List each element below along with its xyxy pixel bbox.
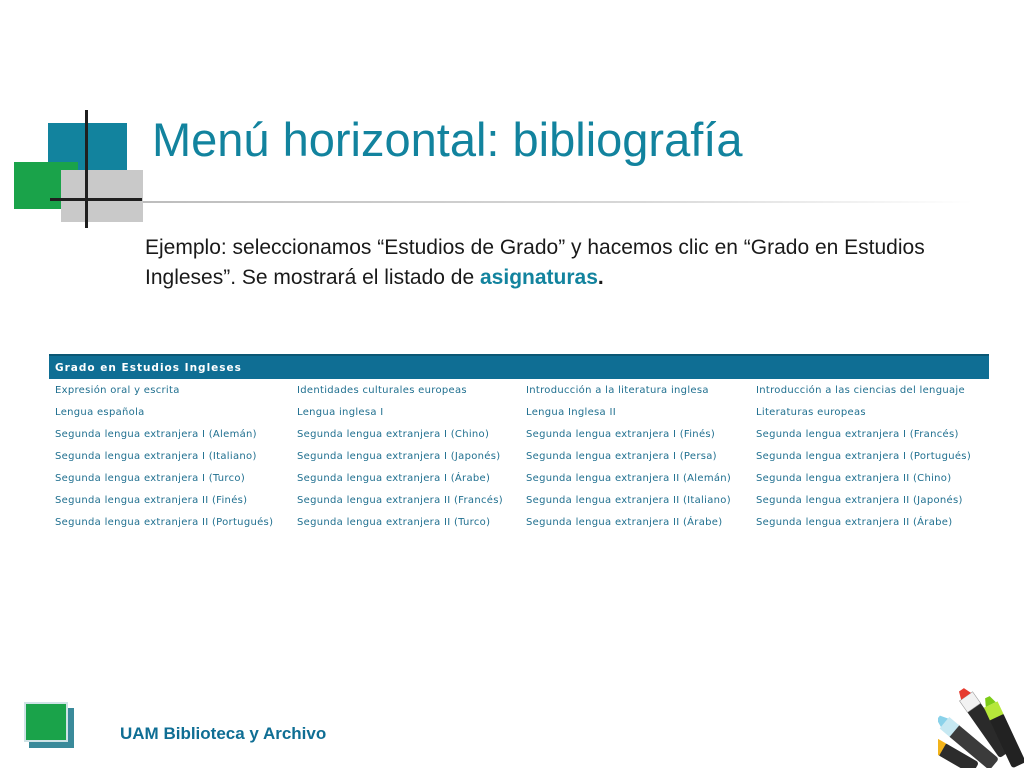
subject-link[interactable]: Segunda lengua extranjera I (Persa) xyxy=(526,451,717,462)
subject-link[interactable]: Segunda lengua extranjera II (Finés) xyxy=(55,495,248,506)
table-row xyxy=(49,401,989,423)
table-cell xyxy=(520,423,750,445)
table-cell xyxy=(49,401,291,423)
table-cell xyxy=(49,379,291,401)
table-cell xyxy=(49,467,291,489)
table-row xyxy=(49,379,989,401)
table-cell xyxy=(750,511,989,533)
subject-link[interactable]: Expresión oral y escrita xyxy=(55,385,180,396)
subject-link[interactable]: Segunda lengua extranjera I (Francés) xyxy=(756,429,959,440)
subject-link[interactable]: Introducción a la literatura inglesa xyxy=(526,385,709,396)
table-cell xyxy=(291,423,520,445)
subjects-header: Grado en Estudios Ingleses xyxy=(49,354,989,379)
subjects-panel xyxy=(49,354,989,533)
subject-link[interactable]: Identidades culturales europeas xyxy=(297,385,467,396)
subject-link[interactable]: Segunda lengua extranjera II (Francés) xyxy=(297,495,503,506)
footer-text: UAM Biblioteca y Archivo xyxy=(120,724,327,743)
intro-end: . xyxy=(597,266,604,289)
subject-link[interactable]: Segunda lengua extranjera I (Turco) xyxy=(55,473,246,484)
subject-link[interactable]: Segunda lengua extranjera I (Alemán) xyxy=(55,429,257,440)
table-cell xyxy=(291,445,520,467)
subject-link[interactable]: Lengua inglesa I xyxy=(297,407,384,418)
table-cell xyxy=(750,489,989,511)
table-cell xyxy=(291,489,520,511)
subject-link[interactable]: Segunda lengua extranjera I (Japonés) xyxy=(297,451,501,462)
table-row xyxy=(49,423,989,445)
table-cell xyxy=(750,379,989,401)
table-cell xyxy=(520,511,750,533)
title-underline-rule xyxy=(143,201,973,203)
table-cell xyxy=(750,445,989,467)
title-deco-horizontal-line xyxy=(50,198,142,201)
table-cell xyxy=(291,379,520,401)
subject-link[interactable]: Introducción a las ciencias del lenguaje xyxy=(756,385,965,396)
intro-highlight: asignaturas xyxy=(480,266,598,289)
subject-link[interactable]: Lengua Inglesa II xyxy=(526,407,616,418)
subject-link[interactable]: Segunda lengua extranjera I (Italiano) xyxy=(55,451,257,462)
highlighter-markers-icon xyxy=(938,675,1024,768)
subject-link[interactable]: Lengua española xyxy=(55,407,145,418)
subject-link[interactable]: Literaturas europeas xyxy=(756,407,866,418)
subject-link[interactable]: Segunda lengua extranjera I (Finés) xyxy=(526,429,716,440)
table-row xyxy=(49,511,989,533)
table-cell xyxy=(291,467,520,489)
table-cell xyxy=(291,511,520,533)
table-cell xyxy=(49,511,291,533)
table-cell xyxy=(49,489,291,511)
subject-link[interactable]: Segunda lengua extranjera II (Turco) xyxy=(297,517,491,528)
intro-text: Ejemplo: seleccionamos “Estudios de Grado” y hacemos clic en “Grado en Estudios Ingleses”. Se mostrará el listado de xyxy=(145,236,925,289)
table-cell xyxy=(520,401,750,423)
subject-link[interactable]: Segunda lengua extranjera II (Portugués) xyxy=(55,517,274,528)
table-cell xyxy=(520,379,750,401)
table-row xyxy=(49,467,989,489)
title-deco-gray-square xyxy=(61,170,143,222)
subjects-table xyxy=(49,379,989,533)
intro-paragraph xyxy=(145,233,1015,293)
subject-link[interactable]: Segunda lengua extranjera I (Chino) xyxy=(297,429,490,440)
table-cell xyxy=(520,445,750,467)
table-cell xyxy=(49,423,291,445)
table-row xyxy=(49,445,989,467)
table-cell xyxy=(750,401,989,423)
table-cell xyxy=(750,467,989,489)
table-cell xyxy=(520,467,750,489)
table-cell xyxy=(520,489,750,511)
slide-title: Menú horizontal: bibliografía xyxy=(152,113,743,166)
subject-link[interactable]: Segunda lengua extranjera II (Árabe) xyxy=(756,517,953,528)
table-row xyxy=(49,489,989,511)
subject-link[interactable]: Segunda lengua extranjera II (Árabe) xyxy=(526,517,723,528)
subjects-list xyxy=(49,379,989,533)
subject-link[interactable]: Segunda lengua extranjera I (Portugués) xyxy=(756,451,972,462)
table-cell xyxy=(49,445,291,467)
subject-link[interactable]: Segunda lengua extranjera II (Alemán) xyxy=(526,473,732,484)
subject-link[interactable]: Segunda lengua extranjera II (Chino) xyxy=(756,473,952,484)
title-deco-vertical-line xyxy=(85,110,88,228)
table-cell xyxy=(750,423,989,445)
subject-link[interactable]: Segunda lengua extranjera II (Japonés) xyxy=(756,495,963,506)
table-cell xyxy=(291,401,520,423)
subject-link[interactable]: Segunda lengua extranjera II (Italiano) xyxy=(526,495,731,506)
footer-square-icon xyxy=(24,702,68,742)
subject-link[interactable]: Segunda lengua extranjera I (Árabe) xyxy=(297,473,491,484)
